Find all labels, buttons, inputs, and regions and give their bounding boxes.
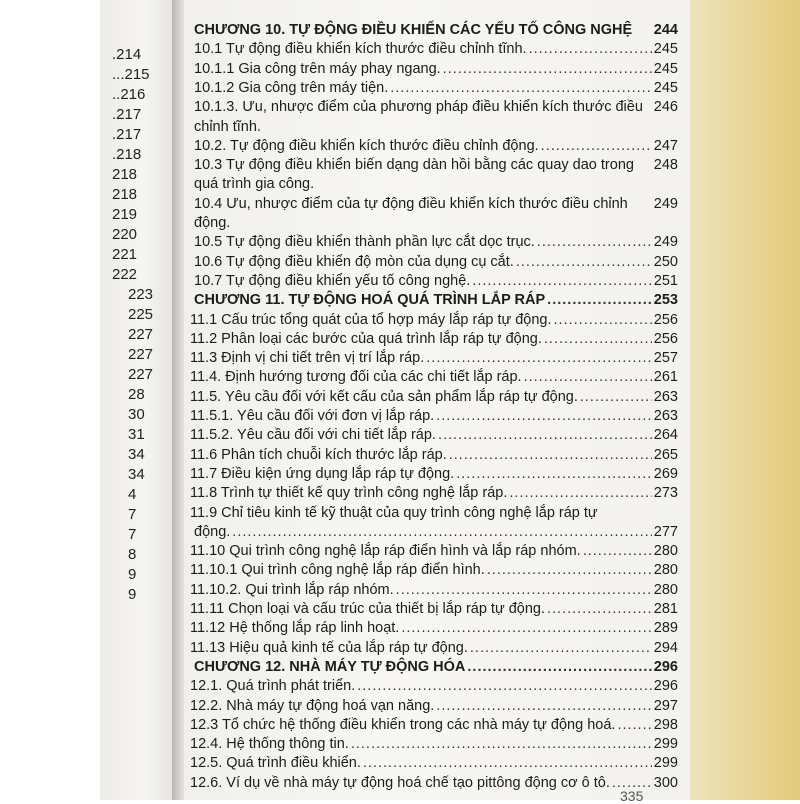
toc-page-number: 280 xyxy=(653,543,678,560)
toc-entry-title: 12.2. Nhà máy tự động hoá vạn năng. xyxy=(190,697,435,714)
toc-entry xyxy=(190,369,678,385)
left-page-number: 4 xyxy=(128,486,137,503)
toc-page-number: 261 xyxy=(653,369,678,386)
toc-page-number: 256 xyxy=(653,311,678,328)
left-page-number: ...215 xyxy=(112,66,150,83)
toc-entry xyxy=(190,582,678,598)
toc-entry xyxy=(190,620,678,636)
toc-leader-dots xyxy=(547,601,652,617)
toc-entry xyxy=(190,543,678,559)
toc-leader-dots xyxy=(529,41,652,57)
left-page-number: 225 xyxy=(128,306,154,323)
toc-entry-title: quá trình gia công. xyxy=(194,176,315,193)
toc-page-number: 297 xyxy=(653,697,678,714)
toc-entry-title: CHƯƠNG 11. TỰ ĐỘNG HOÁ QUÁ TRÌNH LẮP RÁP xyxy=(194,292,546,309)
toc-entry-title: 11.9 Chỉ tiêu kinh tế kỹ thuật của quy trình công nghệ lắp ráp tự xyxy=(190,504,598,521)
toc-page-number: 244 xyxy=(653,22,678,38)
toc-entry xyxy=(194,61,678,77)
left-page-number: 9 xyxy=(128,586,137,603)
toc-entry xyxy=(190,736,678,752)
toc-leader-dots xyxy=(436,408,652,424)
toc-entry-title: 11.8 Trình tự thiết kế quy trình công nghệ lắp ráp. xyxy=(190,485,508,502)
toc-entry-title: động. xyxy=(194,215,231,231)
toc-entry xyxy=(190,717,678,733)
left-page-number: 31 xyxy=(128,426,145,443)
toc-leader-dots xyxy=(544,331,652,347)
toc-entry-title: 12.1. Quá trình phát triển. xyxy=(190,678,356,695)
toc-page-number: 280 xyxy=(653,562,678,579)
toc-page-number: 256 xyxy=(653,330,678,347)
toc-entry-title: 10.1 Tự động điều khiển kích thước điều chỉnh tĩnh. xyxy=(194,41,527,58)
toc-entry-title: 10.2. Tự động điều khiển kích thước điều chỉnh động. xyxy=(194,137,539,154)
toc-leader-dots xyxy=(541,138,652,154)
toc-entry xyxy=(190,485,678,501)
footer-page-number: 335 xyxy=(620,788,644,804)
toc-page-number: 253 xyxy=(653,292,678,309)
toc-entry-title: 12.6. Ví dụ về nhà máy tự động hoá chế tạo pittông động cơ ô tô. xyxy=(190,774,610,791)
toc-entry-title: 10.1.2 Gia công trên máy tiện. xyxy=(194,79,389,96)
toc-entry xyxy=(190,427,678,443)
toc-entry xyxy=(190,389,678,405)
toc-page-number: 248 xyxy=(653,157,678,174)
toc-entry xyxy=(194,234,678,250)
toc-leader-dots xyxy=(449,447,652,463)
left-page-number: 34 xyxy=(128,446,145,463)
toc-page-number: 273 xyxy=(653,485,678,502)
toc-entry-title: CHƯƠNG 10. TỰ ĐỘNG ĐIỀU KHIỂN CÁC YẾU TỐ CÔNG NGHỆ xyxy=(194,22,633,38)
toc-leader-dots xyxy=(438,427,652,443)
toc-leader-dots xyxy=(436,698,652,714)
left-page-number: 34 xyxy=(128,466,145,483)
left-page-number: 220 xyxy=(112,226,138,243)
toc-entry-title: 11.12 Hệ thống lắp ráp linh hoạt. xyxy=(190,620,400,637)
toc-page-number: 245 xyxy=(653,79,678,96)
toc-entry-title: 12.4. Hệ thống thông tin. xyxy=(190,736,349,753)
left-page-number: .218 xyxy=(112,146,142,163)
toc-entry xyxy=(190,408,678,424)
toc-entry-title: 11.10.2. Qui trình lắp ráp nhóm. xyxy=(190,581,394,598)
toc-entry-title: 11.5. Yêu cầu đối với kết cấu của sản phẩm lắp ráp tự động. xyxy=(190,388,578,405)
toc-leader-dots xyxy=(617,717,651,733)
toc-entry xyxy=(190,350,678,366)
toc-entry xyxy=(190,640,678,656)
toc-page-number: 300 xyxy=(653,774,678,791)
toc-entry xyxy=(190,312,678,328)
toc-page-number: 280 xyxy=(653,581,678,598)
toc-entry xyxy=(194,176,678,192)
left-page-number: 30 xyxy=(128,406,145,423)
left-page-number: 7 xyxy=(128,526,137,543)
toc-page-number: 257 xyxy=(653,350,678,367)
toc-leader-dots xyxy=(516,254,652,270)
toc-leader-dots xyxy=(396,582,652,598)
toc-entry-title: 12.3 Tổ chức hệ thống điều khiển trong các nhà máy tự động hoá. xyxy=(190,716,616,733)
toc-entry-title: 10.1.1 Gia công trên máy phay ngang. xyxy=(194,60,441,77)
toc-leader-dots xyxy=(487,562,652,578)
toc-entry xyxy=(194,215,678,231)
toc-entry xyxy=(194,99,678,115)
toc-entry-title: 11.1 Cấu trúc tổng quát của tổ hợp máy lắp ráp tự động. xyxy=(190,311,552,328)
toc-entry-title: CHƯƠNG 12. NHÀ MÁY TỰ ĐỘNG HÓA xyxy=(194,658,466,675)
toc-entry xyxy=(190,447,678,463)
left-page-number: 8 xyxy=(128,546,137,563)
toc-page-number: 245 xyxy=(653,41,678,58)
toc-entry-title: 11.2 Phân loại các bước của quá trình lắp ráp tự động. xyxy=(190,330,542,347)
toc-leader-dots xyxy=(357,678,652,694)
toc-leader-dots xyxy=(426,350,652,366)
toc-entry xyxy=(190,755,678,771)
toc-chapter-heading xyxy=(194,659,678,675)
toc-page-number: 277 xyxy=(653,523,678,540)
toc-leader-dots xyxy=(472,273,652,289)
toc-page-number: 296 xyxy=(653,678,678,695)
toc-entry xyxy=(194,119,678,135)
toc-entry-title: 11.13 Hiệu quả kinh tế của lắp ráp tự động. xyxy=(190,639,468,656)
toc-page-number: 289 xyxy=(653,620,678,637)
toc-entry xyxy=(190,698,678,714)
toc-leader-dots xyxy=(401,620,651,636)
toc-page-number: 294 xyxy=(653,639,678,656)
left-page-number: .217 xyxy=(112,106,142,123)
left-page-number: ..216 xyxy=(112,86,146,103)
toc-leader-dots xyxy=(443,61,652,77)
left-page-number: 218 xyxy=(112,186,138,203)
toc-entry-title: 10.7 Tự động điều khiển yếu tố công nghệ. xyxy=(194,272,471,289)
toc-entry-title: 11.7 Điều kiện ứng dụng lắp ráp tự động. xyxy=(190,465,455,482)
toc-page-number: 263 xyxy=(653,388,678,405)
toc-entry-title: 11.10 Qui trình công nghệ lắp ráp điển hình và lắp ráp nhóm. xyxy=(190,543,581,560)
toc-page-number: 269 xyxy=(653,465,678,482)
left-page-number: 223 xyxy=(128,286,154,303)
toc-leader-dots xyxy=(467,659,651,675)
left-page-number: 219 xyxy=(112,206,138,223)
toc-entry xyxy=(190,601,678,617)
toc-page-number: 298 xyxy=(653,716,678,733)
toc-page xyxy=(184,0,690,800)
toc-entry-title: 10.5 Tự động điều khiển thành phần lực cắt dọc trục. xyxy=(194,234,535,251)
toc-entry xyxy=(190,505,678,521)
toc-page-number: 249 xyxy=(653,234,678,251)
left-page-number: 221 xyxy=(112,246,138,263)
yellow-background xyxy=(690,0,800,800)
toc-entry-title: 11.4. Định hướng tương đối của các chi tiết lắp ráp. xyxy=(190,369,522,386)
toc-entry xyxy=(194,524,678,540)
left-page-number: 7 xyxy=(128,506,137,523)
toc-entry-title: 11.5.1. Yêu cầu đối với đơn vị lắp ráp. xyxy=(190,408,435,424)
toc-entry-title: 10.4 Ưu, nhược điểm của tự động điều khiển kích thước điều chỉnh xyxy=(194,195,628,212)
toc-entry xyxy=(194,196,678,212)
toc-page-number: 281 xyxy=(653,601,678,617)
toc-entry-title: chỉnh tĩnh. xyxy=(194,118,261,135)
toc-entry xyxy=(194,273,678,289)
toc-entry xyxy=(190,331,678,347)
left-page-number: 9 xyxy=(128,566,137,583)
toc-page-number: 249 xyxy=(653,195,678,212)
left-page xyxy=(100,0,178,800)
left-page-number: 227 xyxy=(128,346,154,363)
left-page-number: 227 xyxy=(128,366,154,383)
toc-entry-title: 11.3 Định vị chi tiết trên vị trí lắp ráp. xyxy=(190,350,425,367)
toc-page-number: 263 xyxy=(653,408,678,424)
toc-leader-dots xyxy=(509,485,651,501)
toc-entry xyxy=(190,562,678,578)
toc-leader-dots xyxy=(580,389,652,405)
toc-leader-dots xyxy=(524,369,652,385)
toc-page-number: 246 xyxy=(653,99,678,116)
toc-entry xyxy=(194,41,678,57)
left-page-number: 28 xyxy=(128,386,145,403)
left-page-number: .214 xyxy=(112,46,142,63)
toc-page-number: 264 xyxy=(653,427,678,444)
toc-page-number: 245 xyxy=(653,60,678,77)
toc-entry xyxy=(194,80,678,96)
toc-entry xyxy=(190,466,678,482)
toc-leader-dots xyxy=(363,755,652,771)
toc-entry-title: 11.6 Phân tích chuỗi kích thước lắp ráp. xyxy=(190,446,447,463)
toc-entry xyxy=(194,138,678,154)
toc-page-number: 299 xyxy=(653,736,678,753)
toc-entry xyxy=(194,254,678,270)
toc-entry xyxy=(190,775,678,791)
toc-page-number: 265 xyxy=(653,446,678,463)
toc-leader-dots xyxy=(583,543,652,559)
toc-leader-dots xyxy=(470,640,652,656)
toc-chapter-heading xyxy=(194,22,678,38)
toc-leader-dots xyxy=(390,80,652,96)
left-page-number: .217 xyxy=(112,126,142,143)
toc-entry xyxy=(194,157,678,173)
toc-entry-title: động. xyxy=(194,523,231,540)
left-page-number: 227 xyxy=(128,326,154,343)
toc-leader-dots xyxy=(537,234,652,250)
toc-leader-dots xyxy=(232,524,652,540)
toc-entry-title: 11.11 Chọn loại và cấu trúc của thiết bị lắp ráp tự động. xyxy=(190,601,545,617)
toc-page-number: 296 xyxy=(653,658,678,675)
toc-leader-dots xyxy=(554,312,652,328)
toc-entry-title: 12.5. Quá trình điều khiển. xyxy=(190,755,361,772)
toc-entry-title: 11.10.1 Qui trình công nghệ lắp ráp điển hình. xyxy=(190,562,485,579)
toc-page-number: 247 xyxy=(653,137,678,154)
toc-entry-title: 10.3 Tự động điều khiển biến dạng dàn hồi bằng các quay dao trong xyxy=(194,157,634,174)
toc-entry-title: 11.5.2. Yêu cầu đối với chi tiết lắp ráp. xyxy=(190,427,436,444)
toc-page-number: 250 xyxy=(653,253,678,270)
left-page-number: 218 xyxy=(112,166,138,183)
toc-chapter-heading xyxy=(194,292,678,308)
toc-entry xyxy=(190,678,678,694)
toc-entry-title: 10.6 Tự động điều khiển độ mòn của dụng cụ cắt. xyxy=(194,253,514,270)
toc-page-number: 251 xyxy=(653,272,678,289)
toc-entry-title: 10.1.3. Ưu, nhược điểm của phương pháp điều khiển kích thước điều xyxy=(194,99,643,116)
toc-leader-dots xyxy=(456,466,652,482)
left-page-number: 222 xyxy=(112,266,138,283)
toc-leader-dots xyxy=(351,736,652,752)
toc-page-number: 299 xyxy=(653,755,678,772)
toc-leader-dots xyxy=(547,292,652,308)
